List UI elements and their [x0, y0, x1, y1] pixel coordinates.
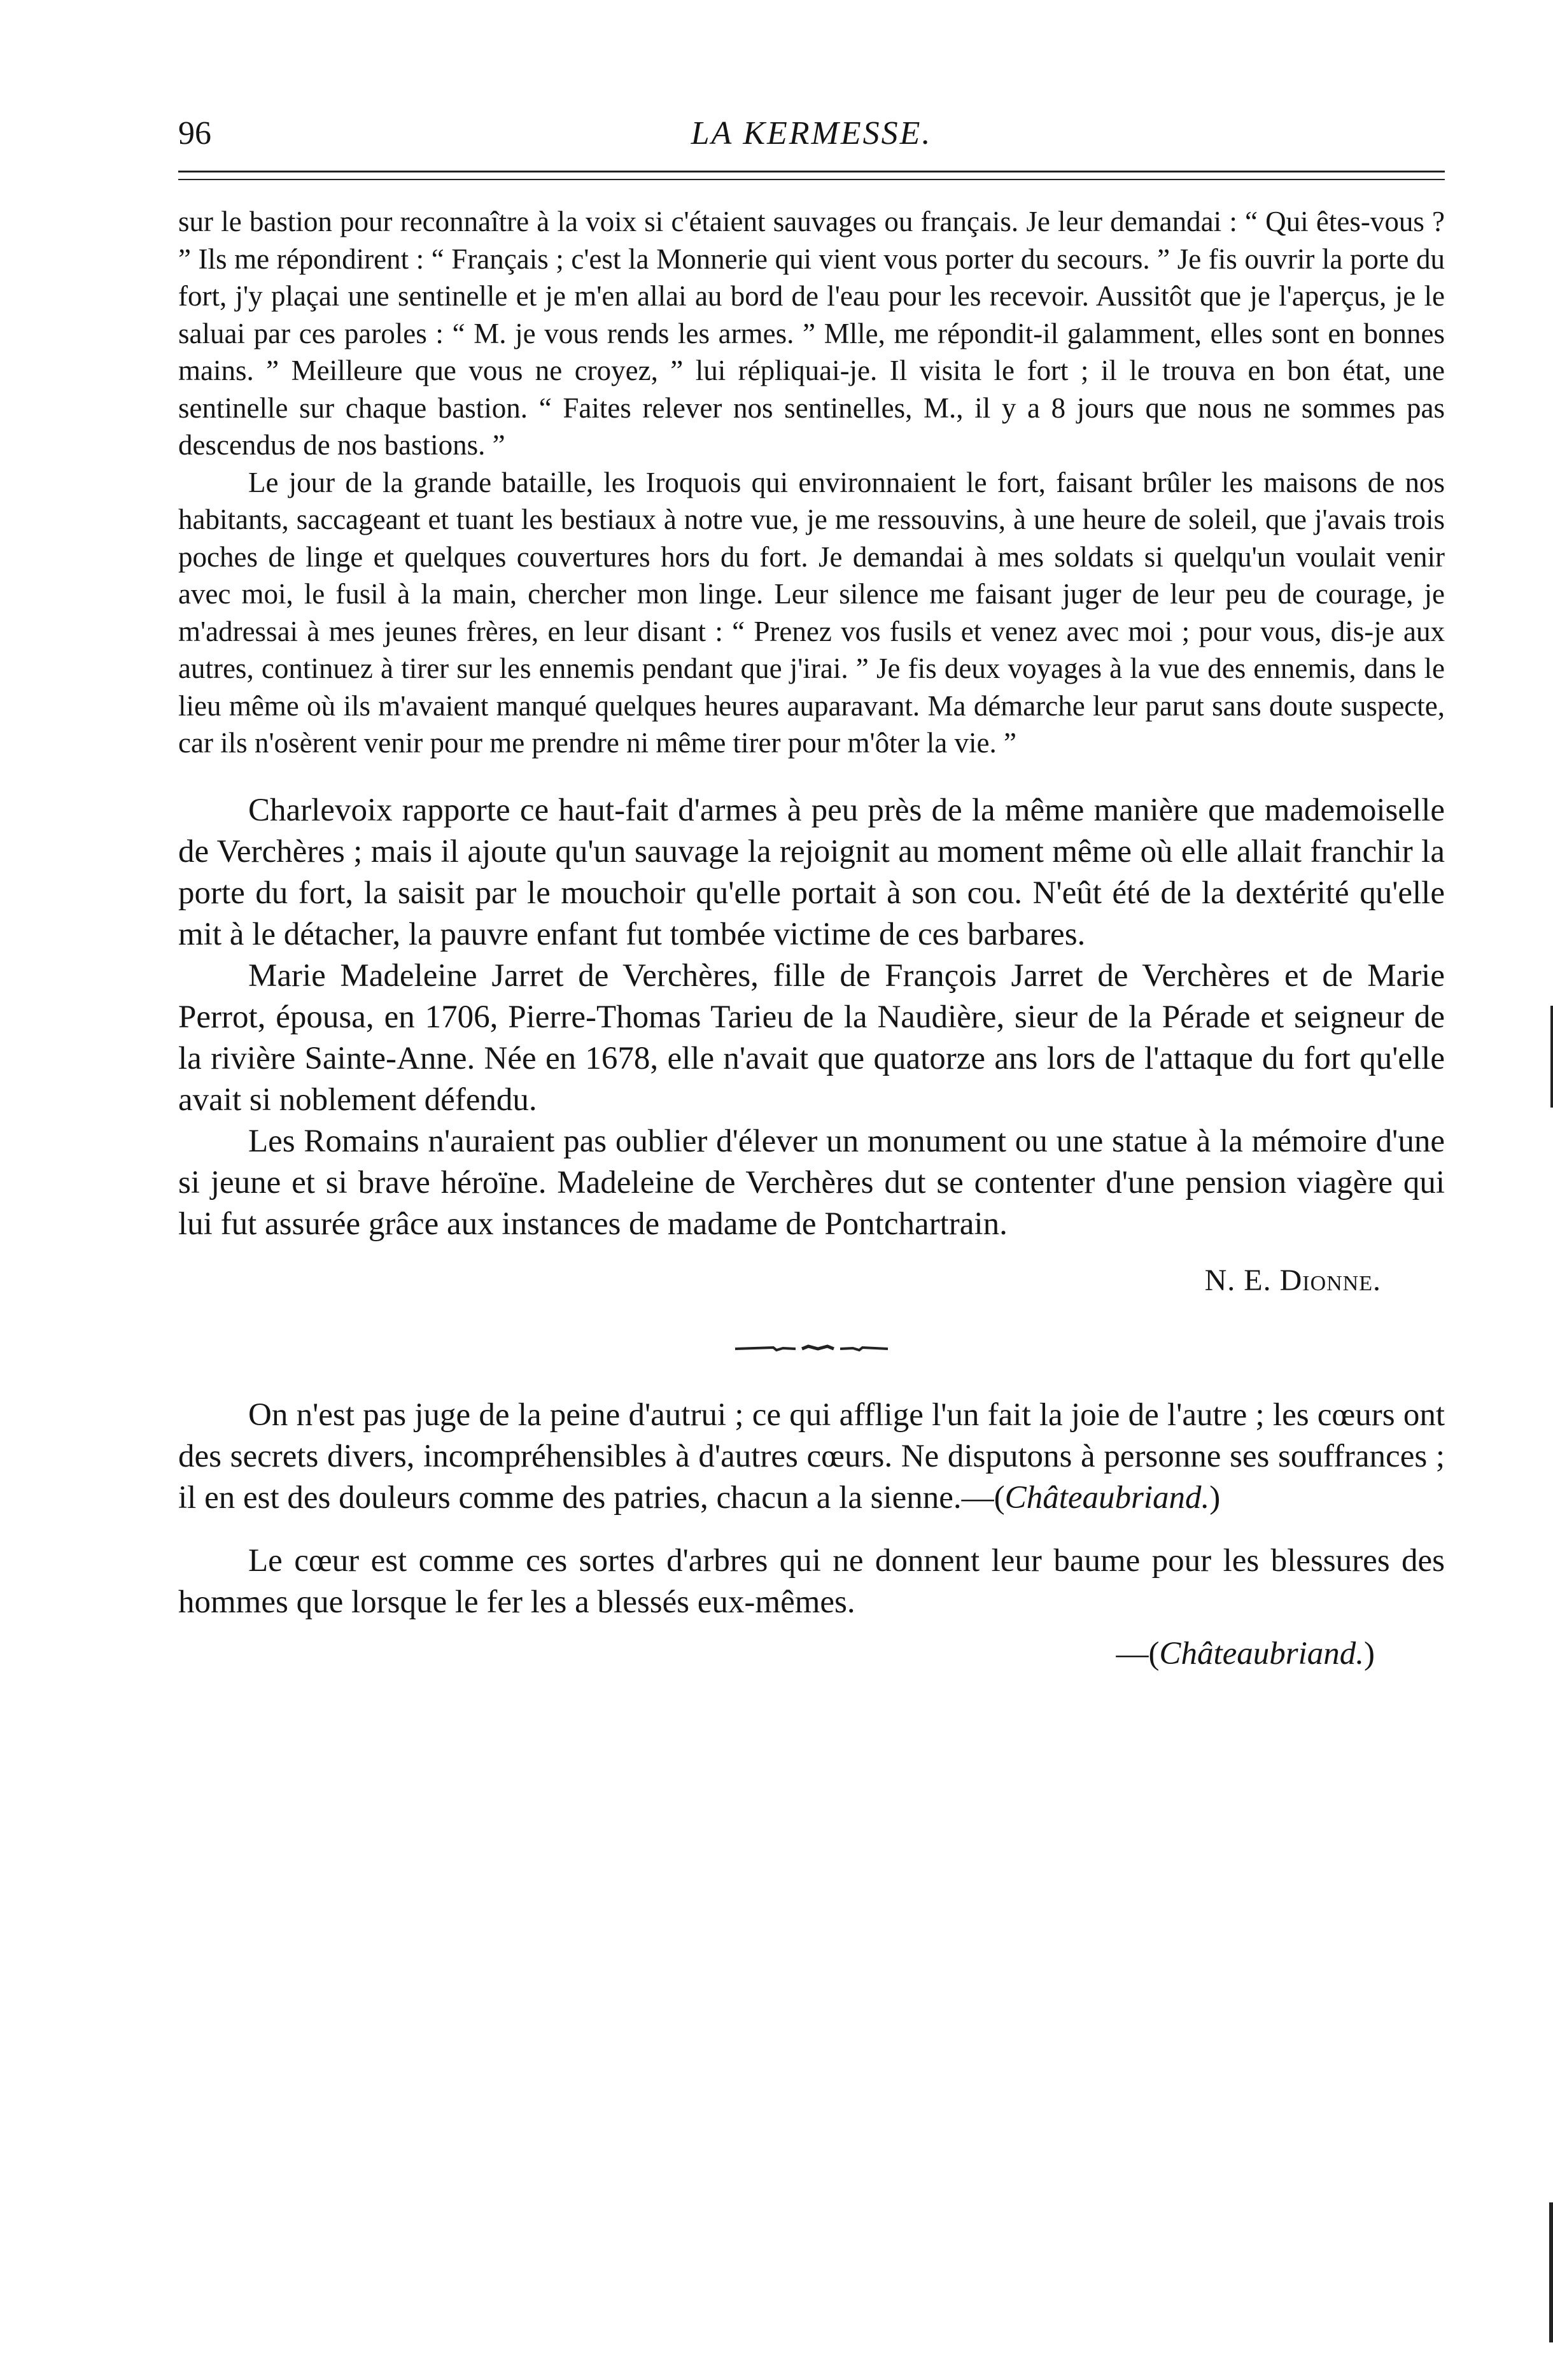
maxim-1-close: ) — [1209, 1479, 1221, 1516]
maxim-1-text: On n'est pas juge de la peine d'autrui ; ce qui afflige l'un fait la joie de l'autre ; les cœurs ont des secrets divers, incompréhensibles à d'autres cœurs. Ne disputons à personne ses souffrances ; il en est des douleurs comme des patries, chacun a la sienne.—( — [178, 1397, 1445, 1516]
quoted-narrative — [178, 203, 1445, 762]
ornament-divider-icon — [722, 1342, 901, 1355]
header-rule-bottom — [178, 179, 1445, 180]
maxim-1 — [178, 1395, 1445, 1519]
maxim-1-citation: Châteaubriand. — [1004, 1479, 1210, 1516]
maxim-2: Le cœur est comme ces sortes d'arbres qui ne donnent leur baume pour les blessures des hommes que lorsque le fer les a blessés eux-mêmes. — [178, 1542, 1445, 1620]
page-number: 96 — [178, 115, 211, 151]
main-text — [178, 790, 1445, 1245]
maxims-section — [178, 1395, 1445, 1623]
maxim-2-attribution — [178, 1633, 1445, 1675]
header-rule-top — [178, 171, 1445, 173]
section-ornament — [178, 1342, 1445, 1362]
author-signature: N. E. Dionne. — [1204, 1263, 1381, 1297]
scan-edge-mark-bottom — [1549, 2202, 1553, 2342]
quote-paragraph-2: Le jour de la grande bataille, les Iroquois qui environnaient le fort, faisant brûler les maisons de nos habitants, saccageant et tuant les bestiaux à notre vue, je me ressouvins, à une heure de soleil, que j'avais trois poches de linge et quelques couvertures hors du fort. Je demandai à mes soldats si quelqu'un voulait venir avec moi, le fusil à la main, chercher mon linge. Leur silence me faisant juger de leur peu de courage, je m'adressai à mes jeunes frères, en leur disant : “ Prenez vos fusils et venez avec moi ; pour vous, dis-je aux autres, continuez à tirer sur les ennemis pendant que j'irai. ” Je fis deux voyages à la vue des ennemis, dans le lieu même où ils m'avaient manqué quelques heures auparavant. Ma démarche leur parut sans doute suspecte, car ils n'osèrent venir pour me prendre ni même tirer pour m'ôter la vie. ” — [178, 466, 1445, 759]
scan-edge-mark — [1550, 1006, 1553, 1108]
paragraph-charlevoix: Charlevoix rapporte ce haut-fait d'armes à peu près de la même manière que mademoiselle de Verchères ; mais il ajoute qu'un sauvage la rejoignit au moment même où elle allait franchir la porte du fort, la saisit par le mouchoir qu'elle portait à son cou. N'eût été de la dextérité qu'elle mit à le détacher, la pauvre enfant fut tombée victime de ces barbares. — [178, 792, 1445, 952]
quote-paragraph-1: sur le bastion pour reconnaître à la voix si c'étaient sauvages ou français. Je leur demandai : “ Qui êtes-vous ? ” Ils me répondirent : “ Français ; c'est la Monnerie qui vient vous porter du secours. ” Je fis ouvrir la porte du fort, j'y plaçai une sentinelle et je m'en allai au bord de l'eau pour les recevoir. Aussitôt que je l'aperçus, je le saluai par ces paroles : “ M. je vous rends les armes. ” Mlle, me répondit-il galamment, elles sont en bonnes mains. ” Meilleure que vous ne croyez, ” lui répliquai-je. Il visita le fort ; il le trouva en bon état, une sentinelle sur chaque bastion. “ Faites relever nos sentinelles, M., il y a 8 jours que nous ne sommes pas descendus de nos bastions. ” — [178, 206, 1445, 461]
maxim-2-attrib-open: —( — [1116, 1635, 1160, 1672]
paragraph-biography: Marie Madeleine Jarret de Verchères, fille de François Jarret de Verchères et de Marie Perrot, épousa, en 1706, Pierre-Thomas Tarieu de la Naudière, sieur de la Pérade et seigneur de la rivière Sainte-Anne. Née en 1678, elle n'avait que quatorze ans lors de l'attaque du fort qu'elle avait si noblement défendu. — [178, 957, 1445, 1118]
paragraph-romains: Les Romains n'auraient pas oublier d'élever un monument ou une statue à la mémoire d'une si jeune et si brave héroïne. Madeleine de Verchères dut se contenter d'une pension viagère qui lui fut assurée grâce aux instances de madame de Pontchartrain. — [178, 1123, 1445, 1242]
maxim-2-citation: Châteaubriand. — [1159, 1635, 1365, 1672]
maxim-2-attrib-close: ) — [1364, 1635, 1375, 1672]
page-header — [178, 108, 1445, 165]
page — [178, 108, 1445, 1675]
running-title: LA KERMESSE. — [691, 115, 932, 151]
